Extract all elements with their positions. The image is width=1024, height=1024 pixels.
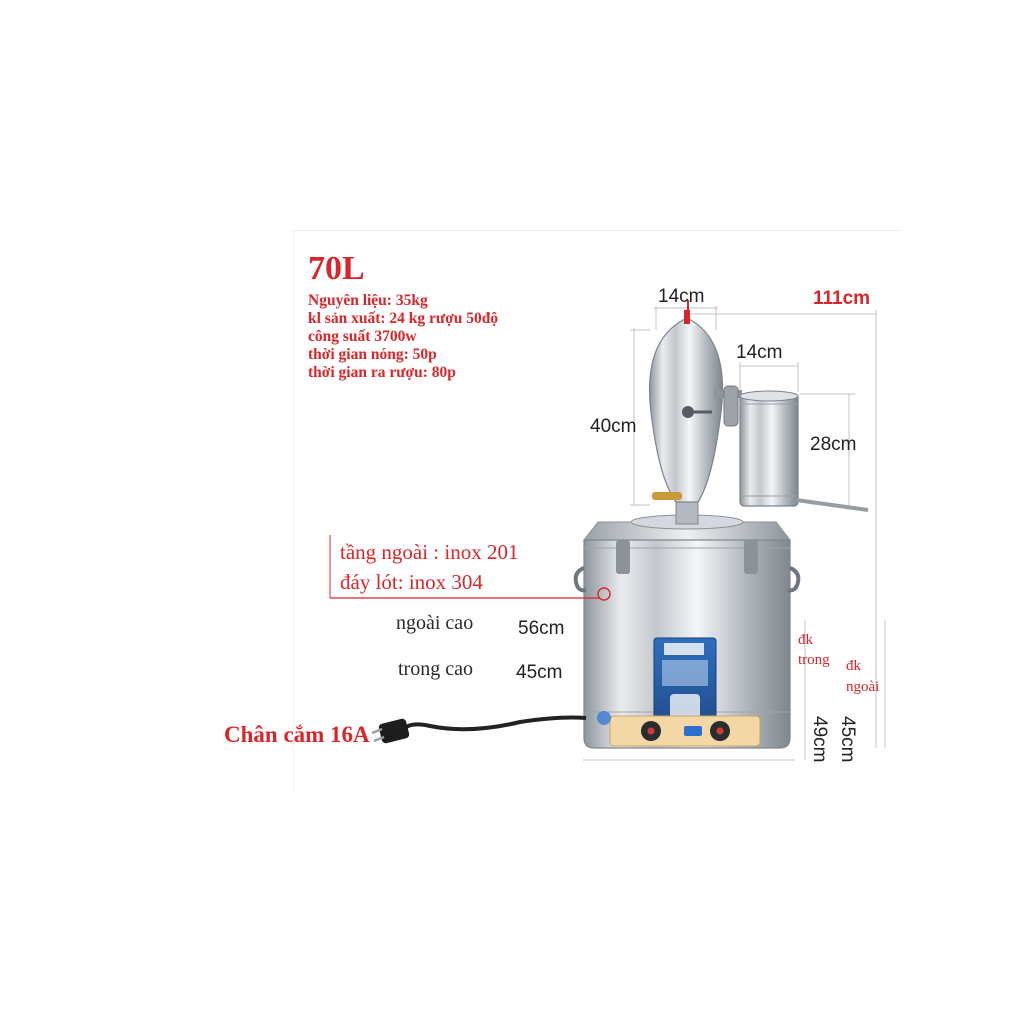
dim-inner-diameter: 49cm	[809, 716, 830, 763]
dim-column-height: 40cm	[590, 416, 637, 437]
material-bottom: đáy lót: inox 304	[340, 570, 483, 594]
material-outer: tầng ngoài : inox 201	[340, 540, 519, 564]
value-inner-height: 45cm	[516, 662, 563, 683]
spec-power: công suất 3700w	[308, 328, 417, 345]
label-outer-diameter-line2: ngoài	[846, 679, 880, 695]
dim-top-width: 14cm	[658, 286, 705, 307]
dim-total-width: 111cm	[813, 288, 871, 309]
label-inner-height: trong cao	[398, 658, 473, 680]
label-outer-diameter-line1: đk	[846, 658, 861, 674]
spec-raw-material: Nguyên liệu: 35kg	[308, 292, 428, 309]
label-inner-diameter-line1: đk	[798, 632, 813, 648]
label-inner-diameter	[798, 630, 830, 670]
dim-condenser-width: 14cm	[736, 342, 783, 363]
dim-outer-diameter: 45cm	[837, 716, 858, 763]
label-plug: Chân cắm 16A	[224, 722, 370, 747]
label-outer-height: ngoài cao	[396, 612, 474, 634]
capacity-title: 70L	[308, 250, 365, 287]
spec-heat-time: thời gian nóng: 50p	[308, 346, 437, 363]
spec-distill-time: thời gian ra rượu: 80p	[308, 364, 456, 381]
label-inner-diameter-line2: trong	[798, 652, 830, 668]
label-outer-diameter	[846, 656, 879, 698]
value-outer-height: 56cm	[518, 618, 565, 639]
spec-output: kl sản xuất: 24 kg rượu 50độ	[308, 310, 499, 327]
dim-condenser-height: 28cm	[810, 434, 857, 455]
